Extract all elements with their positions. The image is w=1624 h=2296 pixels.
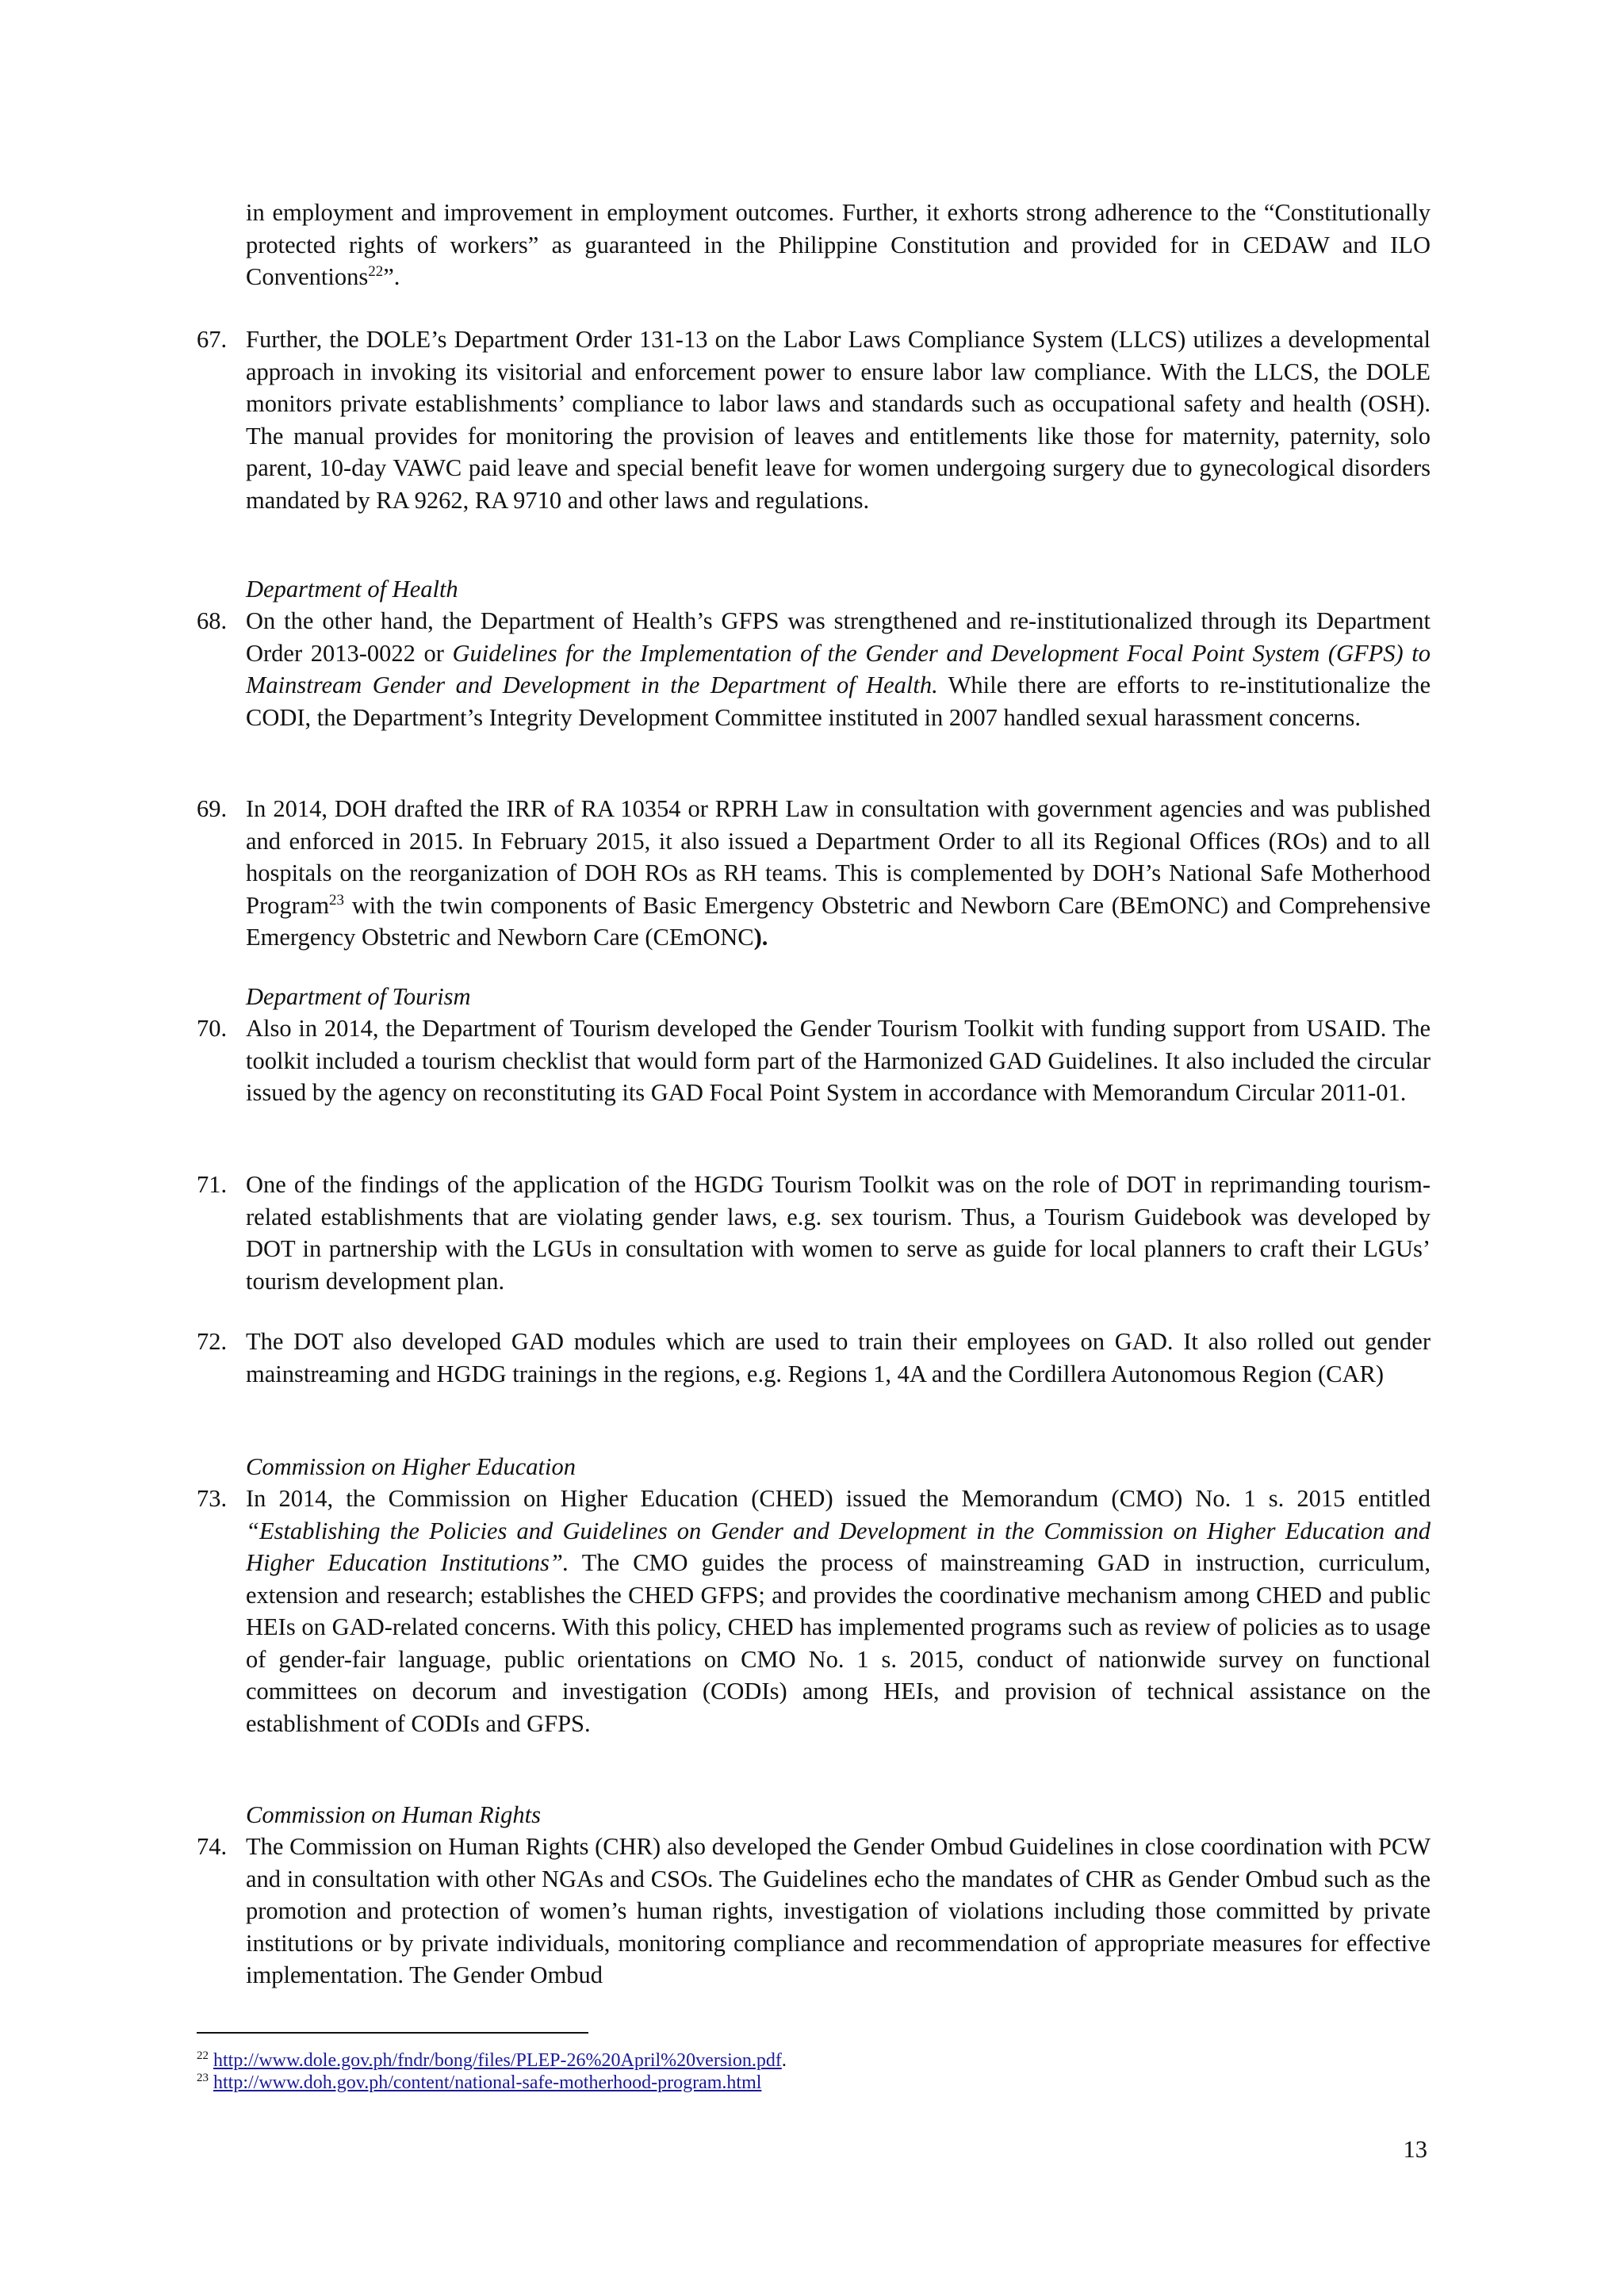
section-heading-health: Department of Health xyxy=(246,576,458,603)
section-heading-ched: Commission on Higher Education xyxy=(246,1453,576,1480)
paragraph-number: 69. xyxy=(197,795,228,822)
paragraph-70: 70. Also in 2014, the Department of Tourism developed the Gender Tourism Toolkit with funding support from USAID. The toolkit included a tourism checklist that would form part of the Harmonized GAD Guidelines. It also included the circular issued by the agency on reconstituting its GAD Focal Point System in accordance with Memorandum Circular 2011-01. xyxy=(246,1012,1431,1109)
section-heading-tourism: Department of Tourism xyxy=(246,983,471,1010)
paragraph-number: 73. xyxy=(197,1485,228,1512)
footnote-ref-22[interactable]: 22 xyxy=(368,262,384,280)
paragraph-68: 68. On the other hand, the Department of Health’s GFPS was strengthened and re-institutionalized through its Department Order 2013-0022 or Guidelines for the Implementation of the Gender and Development Focal Point System (GFPS) to Mainstream Gender and Development in the Department of Health. While there are efforts to re-institutionalize the CODI, the Department’s Integrity Development Committee instituted in 2007 handled sexual harassment concerns. xyxy=(246,605,1431,733)
paragraph-69: 69. In 2014, DOH drafted the IRR of RA 10354 or RPRH Law in consultation with government agencies and was published and enforced in 2015. In February 2015, it also issued a Department Order to all its Regional Offices (ROs) and to all hospitals on the reorganization of DOH ROs as RH teams. This is complemented by DOH’s National Safe Motherhood Program$^{23}$ with the twin components of Basic Emergency Obstetric and Newborn Care (BEmONC) and Comprehensive Emergency Obstetric and Newborn Care (CEmONC). xyxy=(246,793,1431,954)
paragraph-number: 71. xyxy=(197,1171,228,1198)
page-number: 13 xyxy=(1403,2136,1427,2163)
footnote-23: $^{23}$ http://www.doh.gov.ph/content/national-safe-motherhood-program.html xyxy=(197,2072,762,2093)
paragraph-number: 67. xyxy=(197,326,228,353)
paragraph-number: 74. xyxy=(197,1833,228,1860)
footnote-link-23[interactable]: http://www.doh.gov.ph/content/national-safe-motherhood-program.html xyxy=(213,2072,762,2093)
paragraph-74: 74. The Commission on Human Rights (CHR) also developed the Gender Ombud Guidelines in close coordination with PCW and in consultation with other NGAs and CSOs. The Guidelines echo the mandates of CHR as Gender Ombud such as the promotion and protection of women’s human rights, investigation of violations including those committed by private institutions or by private individuals, monitoring compliance and recommendation of appropriate measures for effective implementation. The Gender Ombud xyxy=(246,1831,1431,1992)
section-heading-chr: Commission on Human Rights xyxy=(246,1801,541,1828)
paragraph-72: 72. The DOT also developed GAD modules which are used to train their employees on GAD. It also rolled out gender mainstreaming and HGDG trainings in the regions, e.g. Regions 1, 4A and the Cordillera Autonomous Region (CAR) xyxy=(246,1326,1431,1390)
footnote-ref-23[interactable]: 23 xyxy=(329,891,345,909)
footnote-divider xyxy=(197,2032,588,2034)
footnote-link-22[interactable]: http://www.dole.gov.ph/fndr/bong/files/PLEP-26%20April%20version.pdf xyxy=(213,2050,782,2071)
paragraph-number: 72. xyxy=(197,1328,228,1355)
paragraph-number: 70. xyxy=(197,1015,228,1042)
paragraph-73: 73. In 2014, the Commission on Higher Education (CHED) issued the Memorandum (CMO) No. 1 s. 2015 entitled “Establishing the Policies and Guidelines on Gender and Development in the Commission on Higher Education and Higher Education Institutions”. The CMO guides the process of mainstreaming GAD in instruction, curriculum, extension and research; establishes the CHED GFPS; and provides the coordinative mechanism among CHED and public HEIs on GAD-related concerns. With this policy, CHED has implemented programs such as review of policies as to usage of gender-fair language, public orientations on CMO No. 1 s. 2015, conduct of nationwide survey on functional committees on decorum and investigation (CODIs) among HEIs, and provision of technical assistance on the establishment of CODIs and GFPS. xyxy=(246,1483,1431,1739)
paragraph-67: 67. Further, the DOLE’s Department Order 131-13 on the Labor Laws Compliance System (LLCS) utilizes a developmental approach in invoking its visitorial and enforcement power to ensure labor law compliance. With the LLCS, the DOLE monitors private establishments’ compliance to labor laws and standards such as occupational safety and health (OSH). The manual provides for monitoring the provision of leaves and entitlements like those for maternity, paternity, solo parent, 10-day VAWC paid leave and special benefit leave for women undergoing surgery due to gynecological disorders mandated by RA 9262, RA 9710 and other laws and regulations. xyxy=(246,323,1431,516)
continuation-paragraph: in employment and improvement in employment outcomes. Further, it exhorts strong adherence to the “Constitutionally protected rights of workers” as guaranteed in the Philippine Constitution and provided for in CEDAW and ILO Conventions$^{22}$”. xyxy=(246,199,1431,290)
footnote-22: $^{22}$ http://www.dole.gov.ph/fndr/bong/files/PLEP-26%20April%20version.pdf. xyxy=(197,2049,787,2071)
paragraph-number: 68. xyxy=(197,607,228,634)
paragraph-71: 71. One of the findings of the application of the HGDG Tourism Toolkit was on the role of DOT in reprimanding tourism-related establishments that are violating gender laws, e.g. sex tourism. Thus, a Tourism Guidebook was developed by DOT in partnership with the LGUs in consultation with women to serve as guide for local planners to craft their LGUs’ tourism development plan. xyxy=(246,1169,1431,1297)
